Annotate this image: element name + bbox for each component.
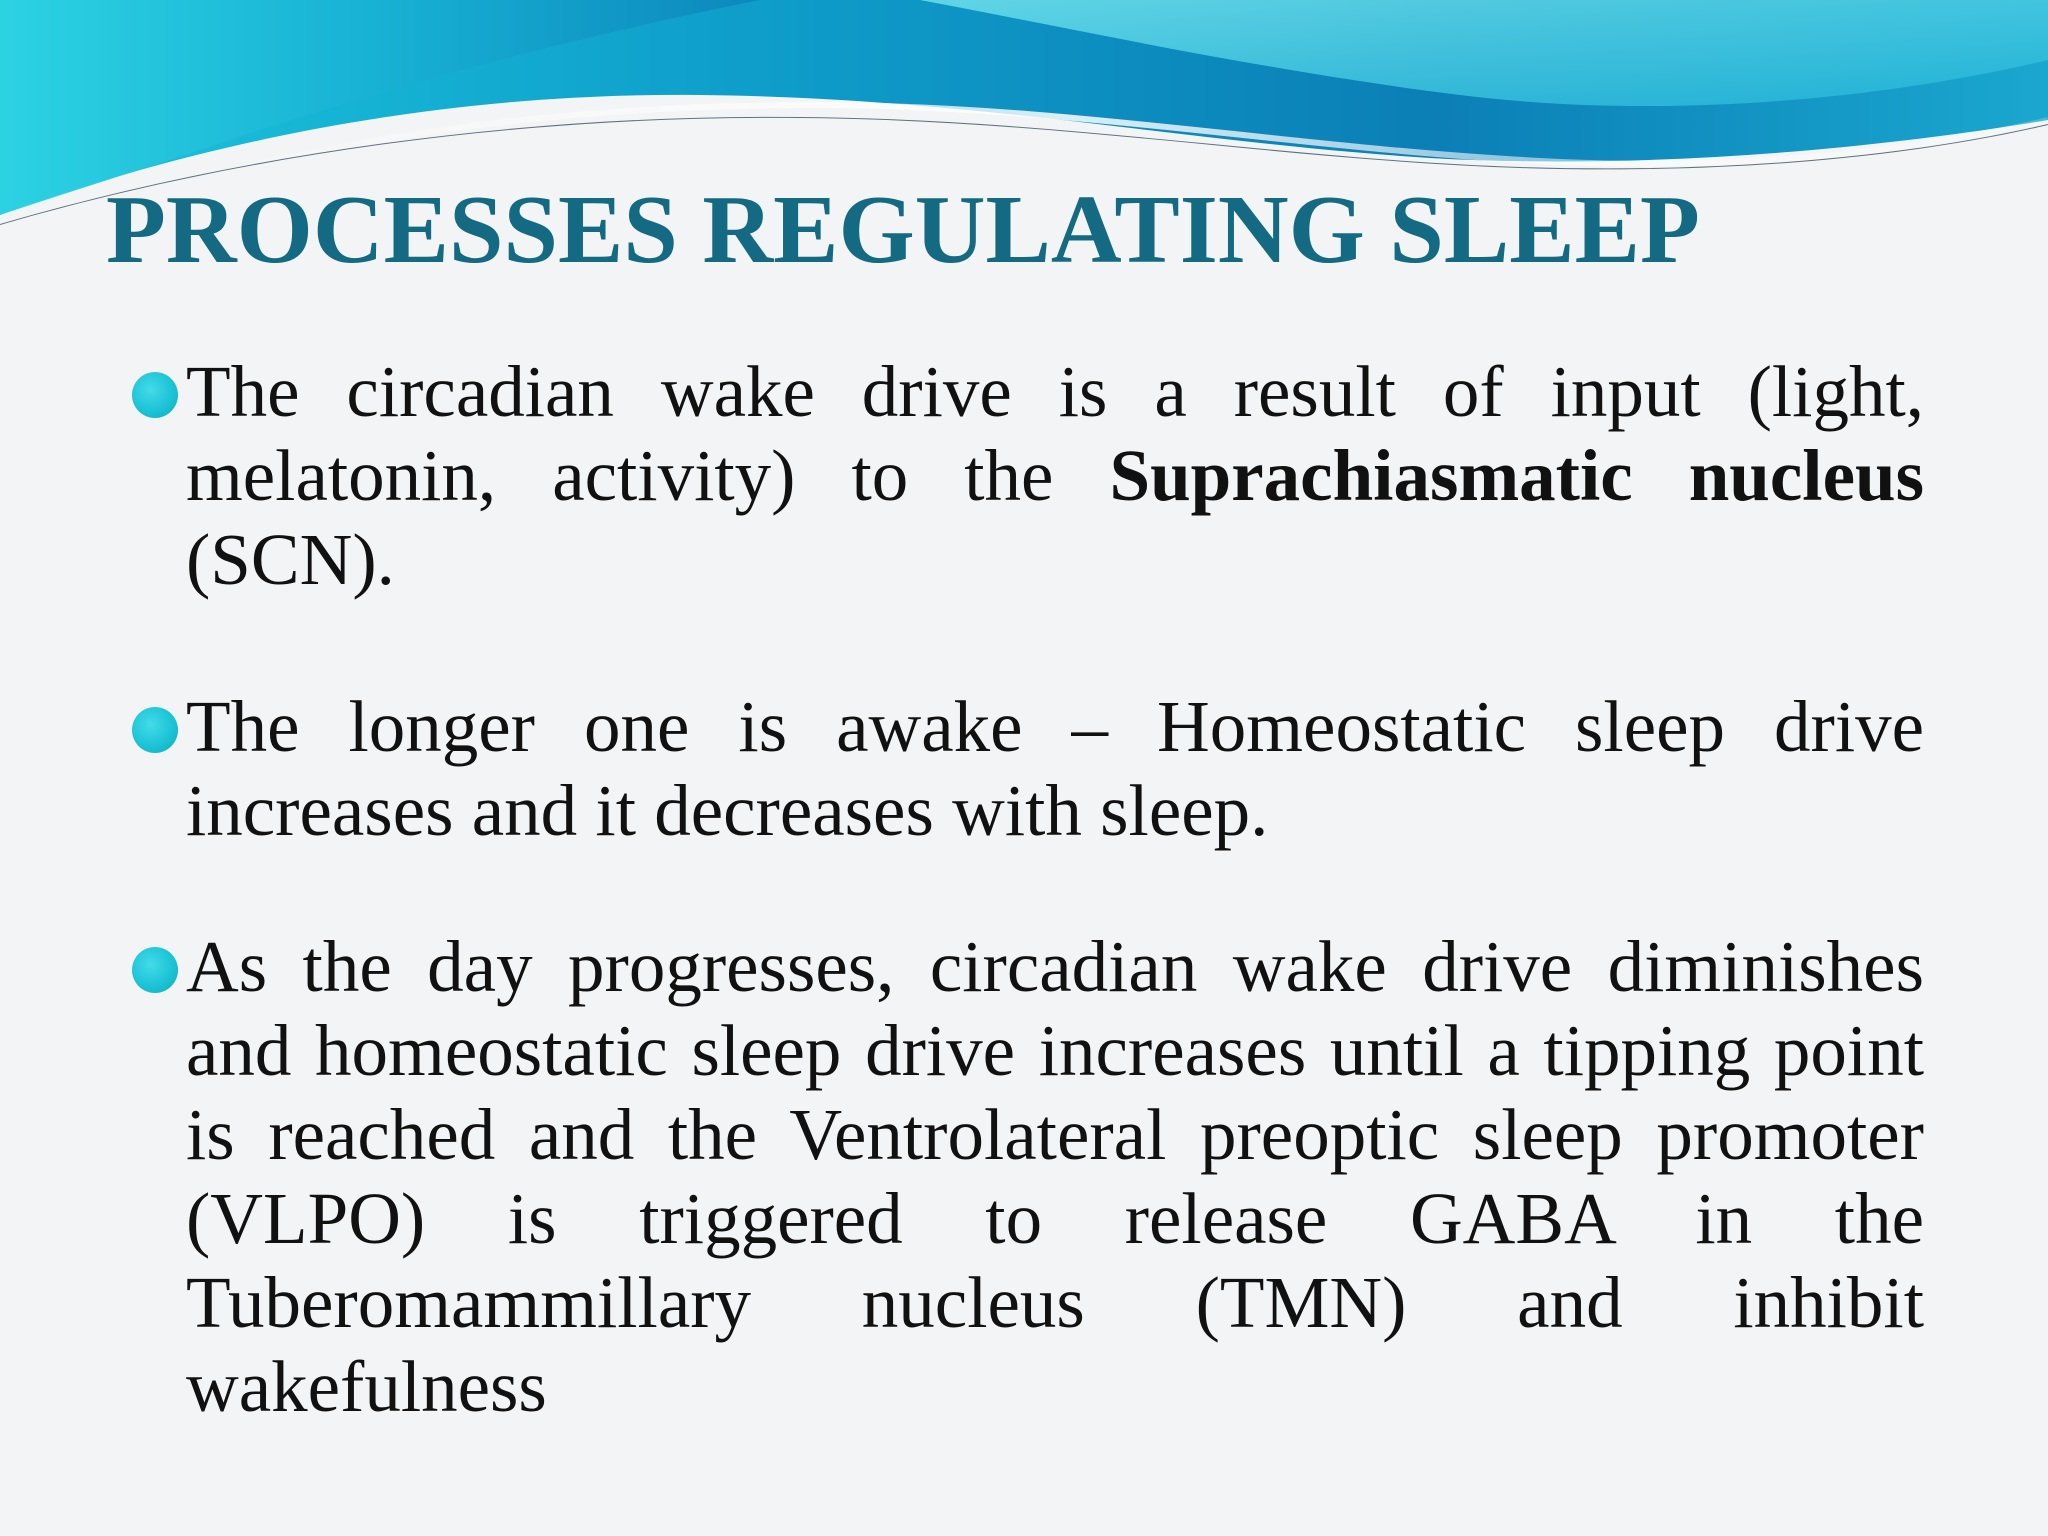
bullet-text-part: The circadian wake drive is a result of input (light, melatonin, activity) to the <box>186 351 1924 516</box>
bullet-point-icon <box>132 372 178 418</box>
bullet-text: As the day progresses, circadian wake drive diminishes and homeostatic sleep drive increases until a tipping point is reached and the Ventrolateral preoptic sleep promoter (VLPO) is triggered to release GABA in the Tuberomammillary nucleus (TMN) and inhibit wakefulness <box>186 926 1924 1427</box>
bullet-text <box>186 350 1924 602</box>
bullet-point-icon <box>132 947 178 993</box>
bullet-text-part: (SCN). <box>186 519 395 600</box>
bullet-text: The longer one is awake – Homeostatic sleep drive increases and it decreases with sleep. <box>186 686 1924 851</box>
bullet-point-icon <box>132 707 178 753</box>
bullet-text-bold-term: Suprachiasmatic nucleus <box>1109 435 1924 516</box>
slide-title: PROCESSES REGULATING SLEEP <box>106 176 1700 284</box>
